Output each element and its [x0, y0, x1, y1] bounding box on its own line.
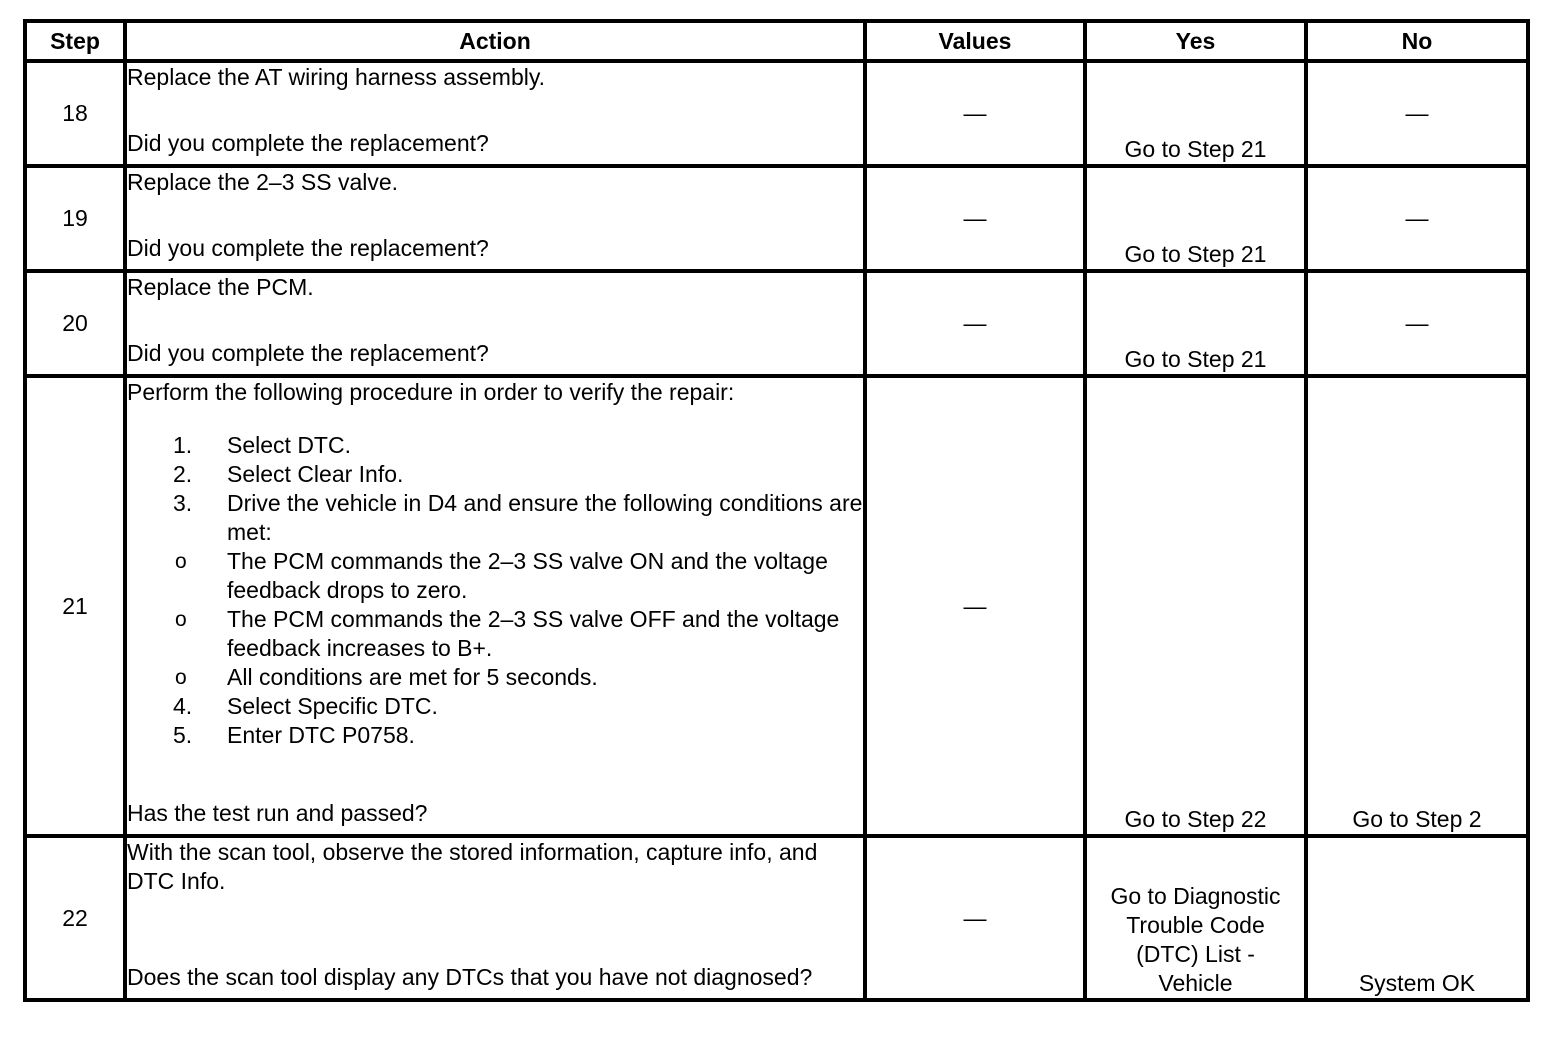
list-number: 2. — [173, 461, 193, 487]
header-no: No — [1306, 21, 1528, 61]
action-question: Has the test run and passed? — [127, 800, 428, 826]
header-row — [25, 21, 1528, 61]
header-yes: Yes — [1085, 21, 1306, 61]
action-instruction: Replace the PCM. — [127, 274, 314, 300]
yes-cell: Go to Diagnostic Trouble Code (DTC) List - Vehicle — [1085, 836, 1306, 1000]
values-cell: — — [865, 166, 1085, 271]
circle-bullet-icon: o — [175, 550, 187, 573]
table-row-step-21 — [25, 376, 1528, 836]
table-row-step-19 — [25, 166, 1528, 271]
no-cell: — — [1306, 271, 1528, 376]
action-question: Did you complete the replacement? — [127, 340, 489, 366]
sub-list-item — [127, 547, 863, 605]
values-cell: — — [865, 376, 1085, 836]
list-item — [127, 721, 863, 750]
diagnostic-table — [23, 19, 1530, 1002]
condition-text: The PCM commands the 2–3 SS valve OFF and the voltage feedback increases to B+. — [227, 606, 840, 661]
list-item — [127, 692, 863, 721]
list-item — [127, 460, 863, 489]
procedure-list — [127, 431, 863, 750]
action-question: Did you complete the replacement? — [127, 235, 489, 261]
list-text: Enter DTC P0758. — [227, 722, 415, 748]
list-number: 5. — [173, 722, 193, 748]
action-question: Did you complete the replacement? — [127, 130, 489, 156]
circle-bullet-icon: o — [175, 666, 187, 689]
values-cell: — — [865, 271, 1085, 376]
step-number: 18 — [25, 61, 125, 166]
values-cell: — — [865, 836, 1085, 1000]
list-number: 1. — [173, 432, 193, 458]
list-item — [127, 431, 863, 460]
list-text: Select DTC. — [227, 432, 351, 458]
list-number: 4. — [173, 693, 193, 719]
step-number: 22 — [25, 836, 125, 1000]
action-cell — [125, 376, 865, 836]
step-number: 19 — [25, 166, 125, 271]
action-instruction: With the scan tool, observe the stored information, capture info, and DTC Info. — [127, 839, 818, 894]
condition-list — [127, 547, 863, 692]
yes-cell: Go to Step 21 — [1085, 166, 1306, 271]
values-cell: — — [865, 61, 1085, 166]
action-cell — [125, 61, 865, 166]
action-instruction: Replace the AT wiring harness assembly. — [127, 64, 546, 90]
list-item — [127, 489, 863, 547]
header-values: Values — [865, 21, 1085, 61]
list-text: Select Clear Info. — [227, 461, 404, 487]
list-text: Drive the vehicle in D4 and ensure the following conditions are met: — [227, 490, 863, 545]
no-cell: System OK — [1306, 836, 1528, 1000]
table-row-step-22 — [25, 836, 1528, 1000]
action-instruction: Replace the 2–3 SS valve. — [127, 169, 399, 195]
sub-list-container — [127, 547, 863, 692]
action-cell — [125, 836, 865, 1000]
step-number: 20 — [25, 271, 125, 376]
no-cell: Go to Step 2 — [1306, 376, 1528, 836]
action-instruction: Perform the following procedure in order to verify the repair: — [127, 379, 735, 405]
action-cell — [125, 271, 865, 376]
circle-bullet-icon: o — [175, 608, 187, 631]
list-number: 3. — [173, 490, 193, 516]
action-cell — [125, 166, 865, 271]
yes-cell: Go to Step 21 — [1085, 271, 1306, 376]
table-row-step-20 — [25, 271, 1528, 376]
header-step: Step — [25, 21, 125, 61]
sub-list-item — [127, 663, 863, 692]
yes-cell: Go to Step 22 — [1085, 376, 1306, 836]
no-cell: — — [1306, 166, 1528, 271]
action-question: Does the scan tool display any DTCs that you have not diagnosed? — [127, 964, 813, 990]
no-cell: — — [1306, 61, 1528, 166]
sub-list-item — [127, 605, 863, 663]
list-text: Select Specific DTC. — [227, 693, 438, 719]
header-action: Action — [125, 21, 865, 61]
condition-text: The PCM commands the 2–3 SS valve ON and the voltage feedback drops to zero. — [227, 548, 828, 603]
yes-cell: Go to Step 21 — [1085, 61, 1306, 166]
table-row-step-18 — [25, 61, 1528, 166]
condition-text: All conditions are met for 5 seconds. — [227, 664, 598, 690]
step-number: 21 — [25, 376, 125, 836]
